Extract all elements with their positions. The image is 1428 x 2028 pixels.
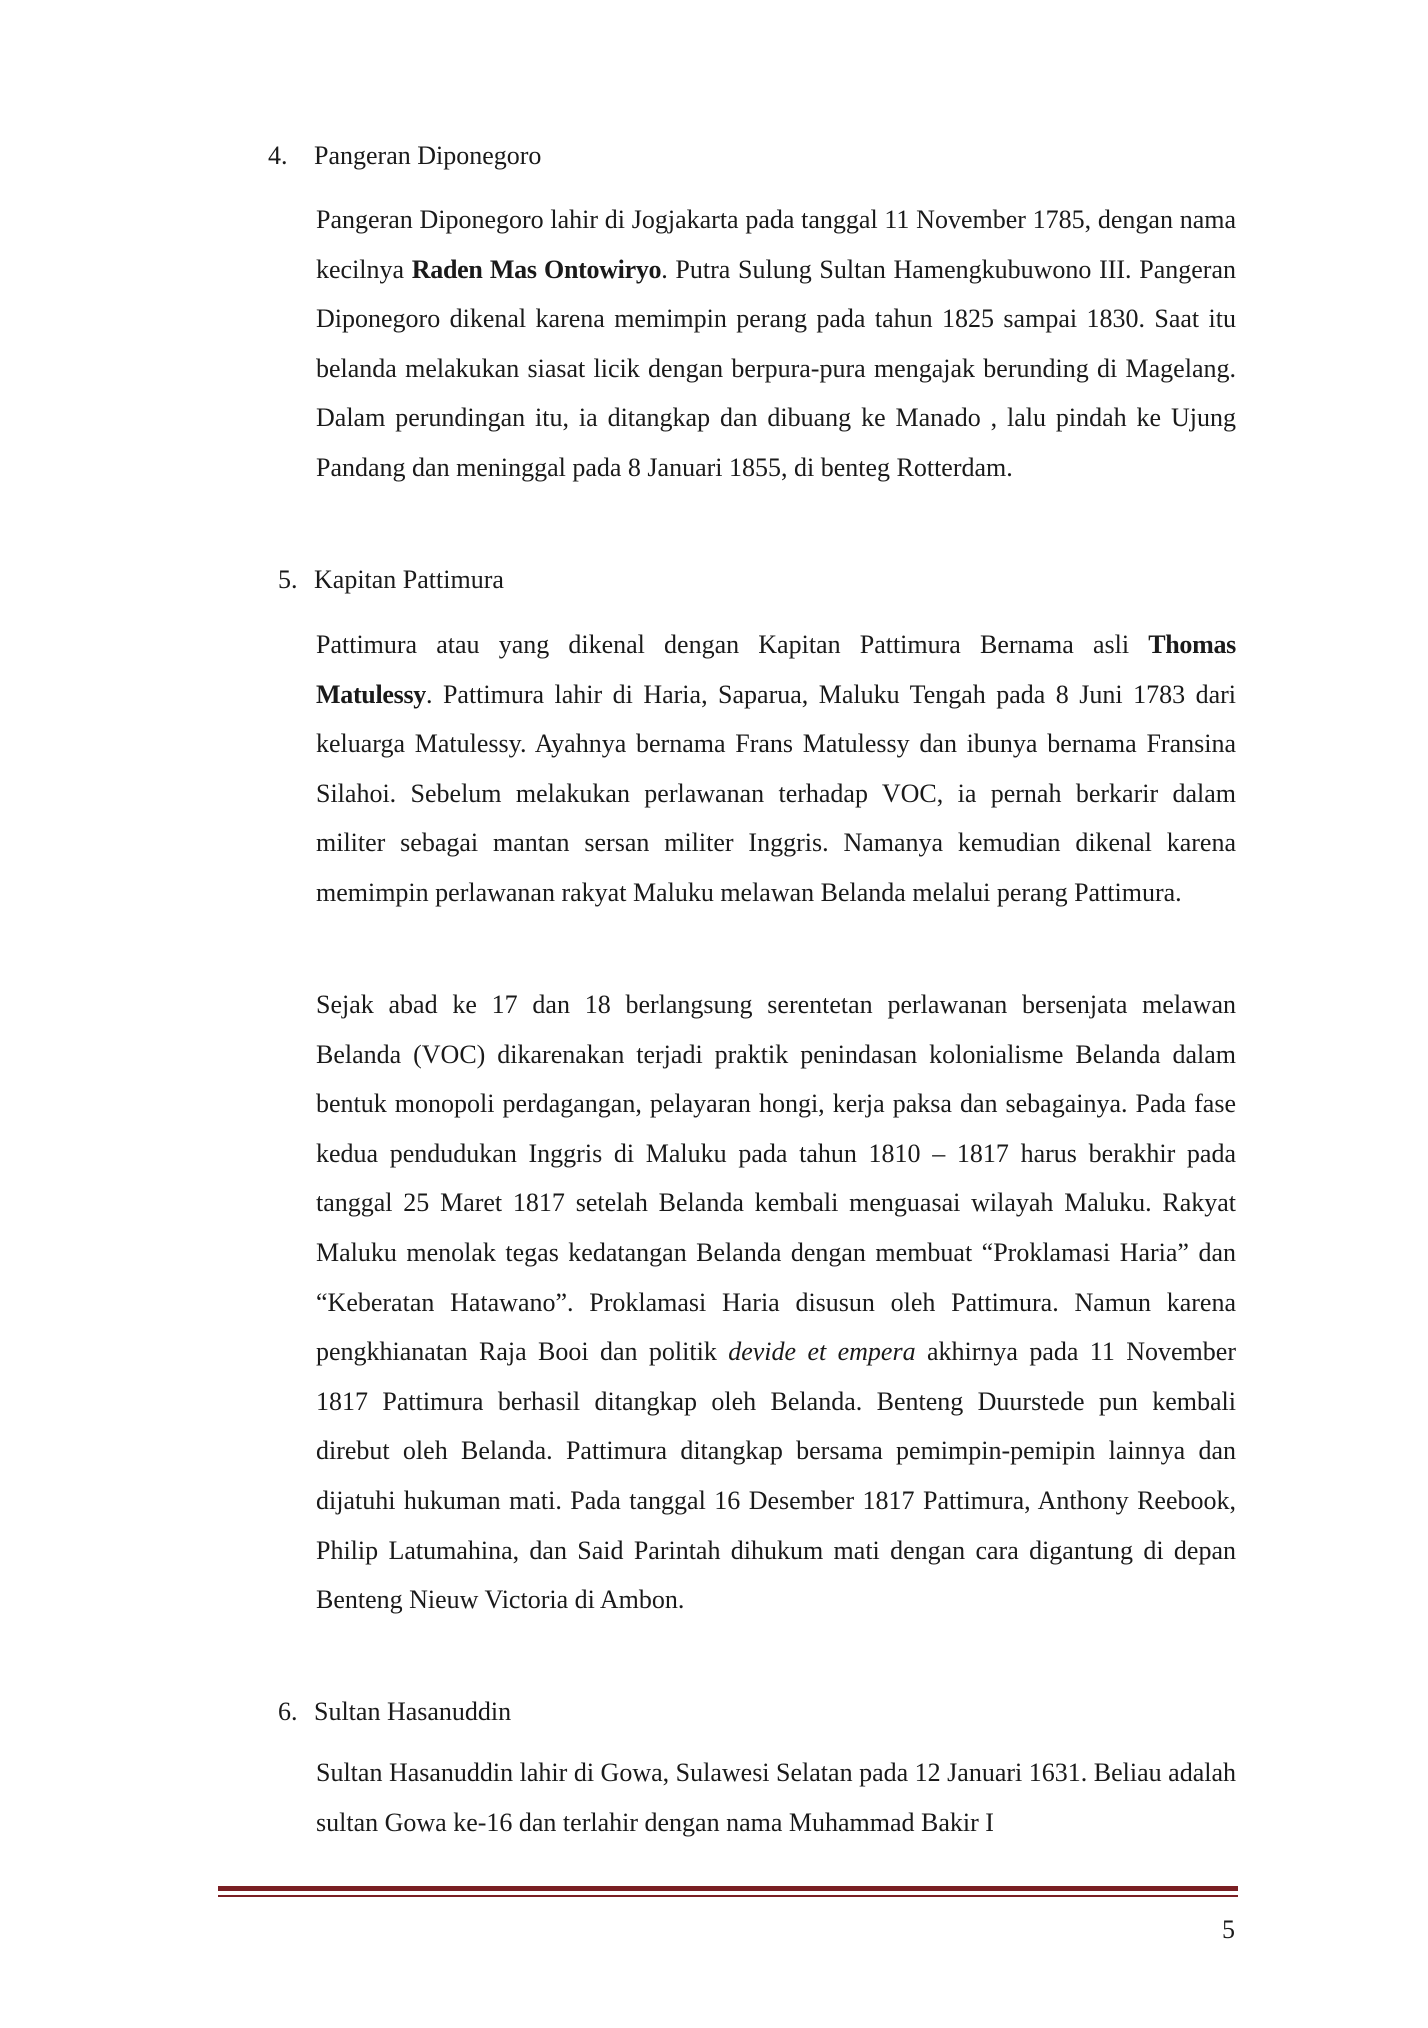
section-title: Kapitan Pattimura bbox=[314, 565, 504, 594]
paragraph-diponegoro bbox=[316, 195, 1236, 493]
text-run: . Putra Sulung Sultan Hamengkubuwono III. Pangeran Diponegoro dikenal karena memimpin perang pada tahun 1825 sampai 1830. Saat itu belanda melakukan siasat licik dengan berpura-pura mengajak berunding di Magelang. Dalam perundingan itu, ia ditangkap dan dibuang ke Manado , lalu pindah ke Ujung Pandang dan meninggal pada 8 Januari 1855, di benteg Rotterdam. bbox=[316, 254, 1236, 482]
paragraph-pattimura-1 bbox=[316, 620, 1236, 918]
section-heading-hasanuddin bbox=[278, 1692, 511, 1732]
footer-rule-thin bbox=[218, 1895, 1238, 1897]
section-title: Pangeran Diponegoro bbox=[314, 141, 542, 170]
footer-rule bbox=[218, 1886, 1238, 1898]
paragraph-hasanuddin bbox=[316, 1748, 1236, 1847]
bold-name: Raden Mas Ontowiryo bbox=[411, 254, 662, 284]
section-heading-pattimura bbox=[278, 560, 504, 600]
text-run: . Pattimura lahir di Haria, Saparua, Maluku Tengah pada 8 Juni 1783 dari keluarga Matulessy. Ayahnya bernama Frans Matulessy dan ibunya bernama Fransina Silahoi. Sebelum melakukan perlawanan terhadap VOC, ia pernah berkarir dalam militer sebagai mantan sersan militer Inggris. Namanya kemudian dikenal karena memimpin perlawanan rakyat Maluku melawan Belanda melalui perang Pattimura. bbox=[316, 679, 1236, 907]
section-number: 5. bbox=[278, 565, 298, 594]
section-number: 4. bbox=[268, 141, 288, 170]
text-run: akhirnya pada 11 November 1817 Pattimura berhasil ditangkap oleh Belanda. Benteng Duurstede pun kembali direbut oleh Belanda. Pattimura ditangkap bersama pemimpin-pemipin lainnya dan dijatuhi hukuman mati. Pada tanggal 16 Desember 1817 Pattimura, Anthony Reebook, Philip Latumahina, dan Said Parintah dihukum mati dengan cara digantung di depan Benteng Nieuw Victoria di Ambon. bbox=[316, 1337, 1236, 1615]
text-run: Sultan Hasanuddin lahir di Gowa, Sulawesi Selatan pada 12 Januari 1631. Beliau adalah sultan Gowa ke-16 dan terlahir dengan nama Muhammad Bakir I bbox=[316, 1758, 1236, 1837]
page-number: 5 bbox=[1222, 1915, 1235, 1944]
text-run: Pangeran Diponegoro lahir di Jogjakarta pada tanggal 11 November 1785, dengan nama kecilnya bbox=[316, 205, 1236, 284]
section-title: Sultan Hasanuddin bbox=[314, 1697, 512, 1726]
italic-term: devide et empera bbox=[728, 1337, 916, 1367]
section-number: 6. bbox=[278, 1697, 298, 1726]
text-run: Sejak abad ke 17 dan 18 berlangsung serentetan perlawanan bersenjata melawan Belanda (VOC) dikarenakan terjadi praktik penindasan kolonialisme Belanda dalam bentuk monopoli perdagangan, pelayaran hongi, kerja paksa dan sebagainya. Pada fase kedua pendudukan Inggris di Maluku pada tahun 1810 – 1817 harus berakhir pada tanggal 25 Maret 1817 setelah Belanda kembali menguasai wilayah Maluku. Rakyat Maluku menolak tegas kedatangan Belanda dengan membuat “Proklamasi Haria” dan “Keberatan Hatawano”. Proklamasi Haria disusun oleh Pattimura. Namun karena pengkhianatan Raja Booi dan politik bbox=[316, 990, 1236, 1367]
section-heading-diponegoro bbox=[268, 136, 541, 176]
bold-name: Thomas Matulessy bbox=[316, 630, 1236, 709]
text-run: Pattimura atau yang dikenal dengan Kapitan Pattimura Bernama asli bbox=[316, 630, 1149, 659]
paragraph-pattimura-2 bbox=[316, 980, 1236, 1625]
footer-rule-thick bbox=[218, 1886, 1238, 1891]
